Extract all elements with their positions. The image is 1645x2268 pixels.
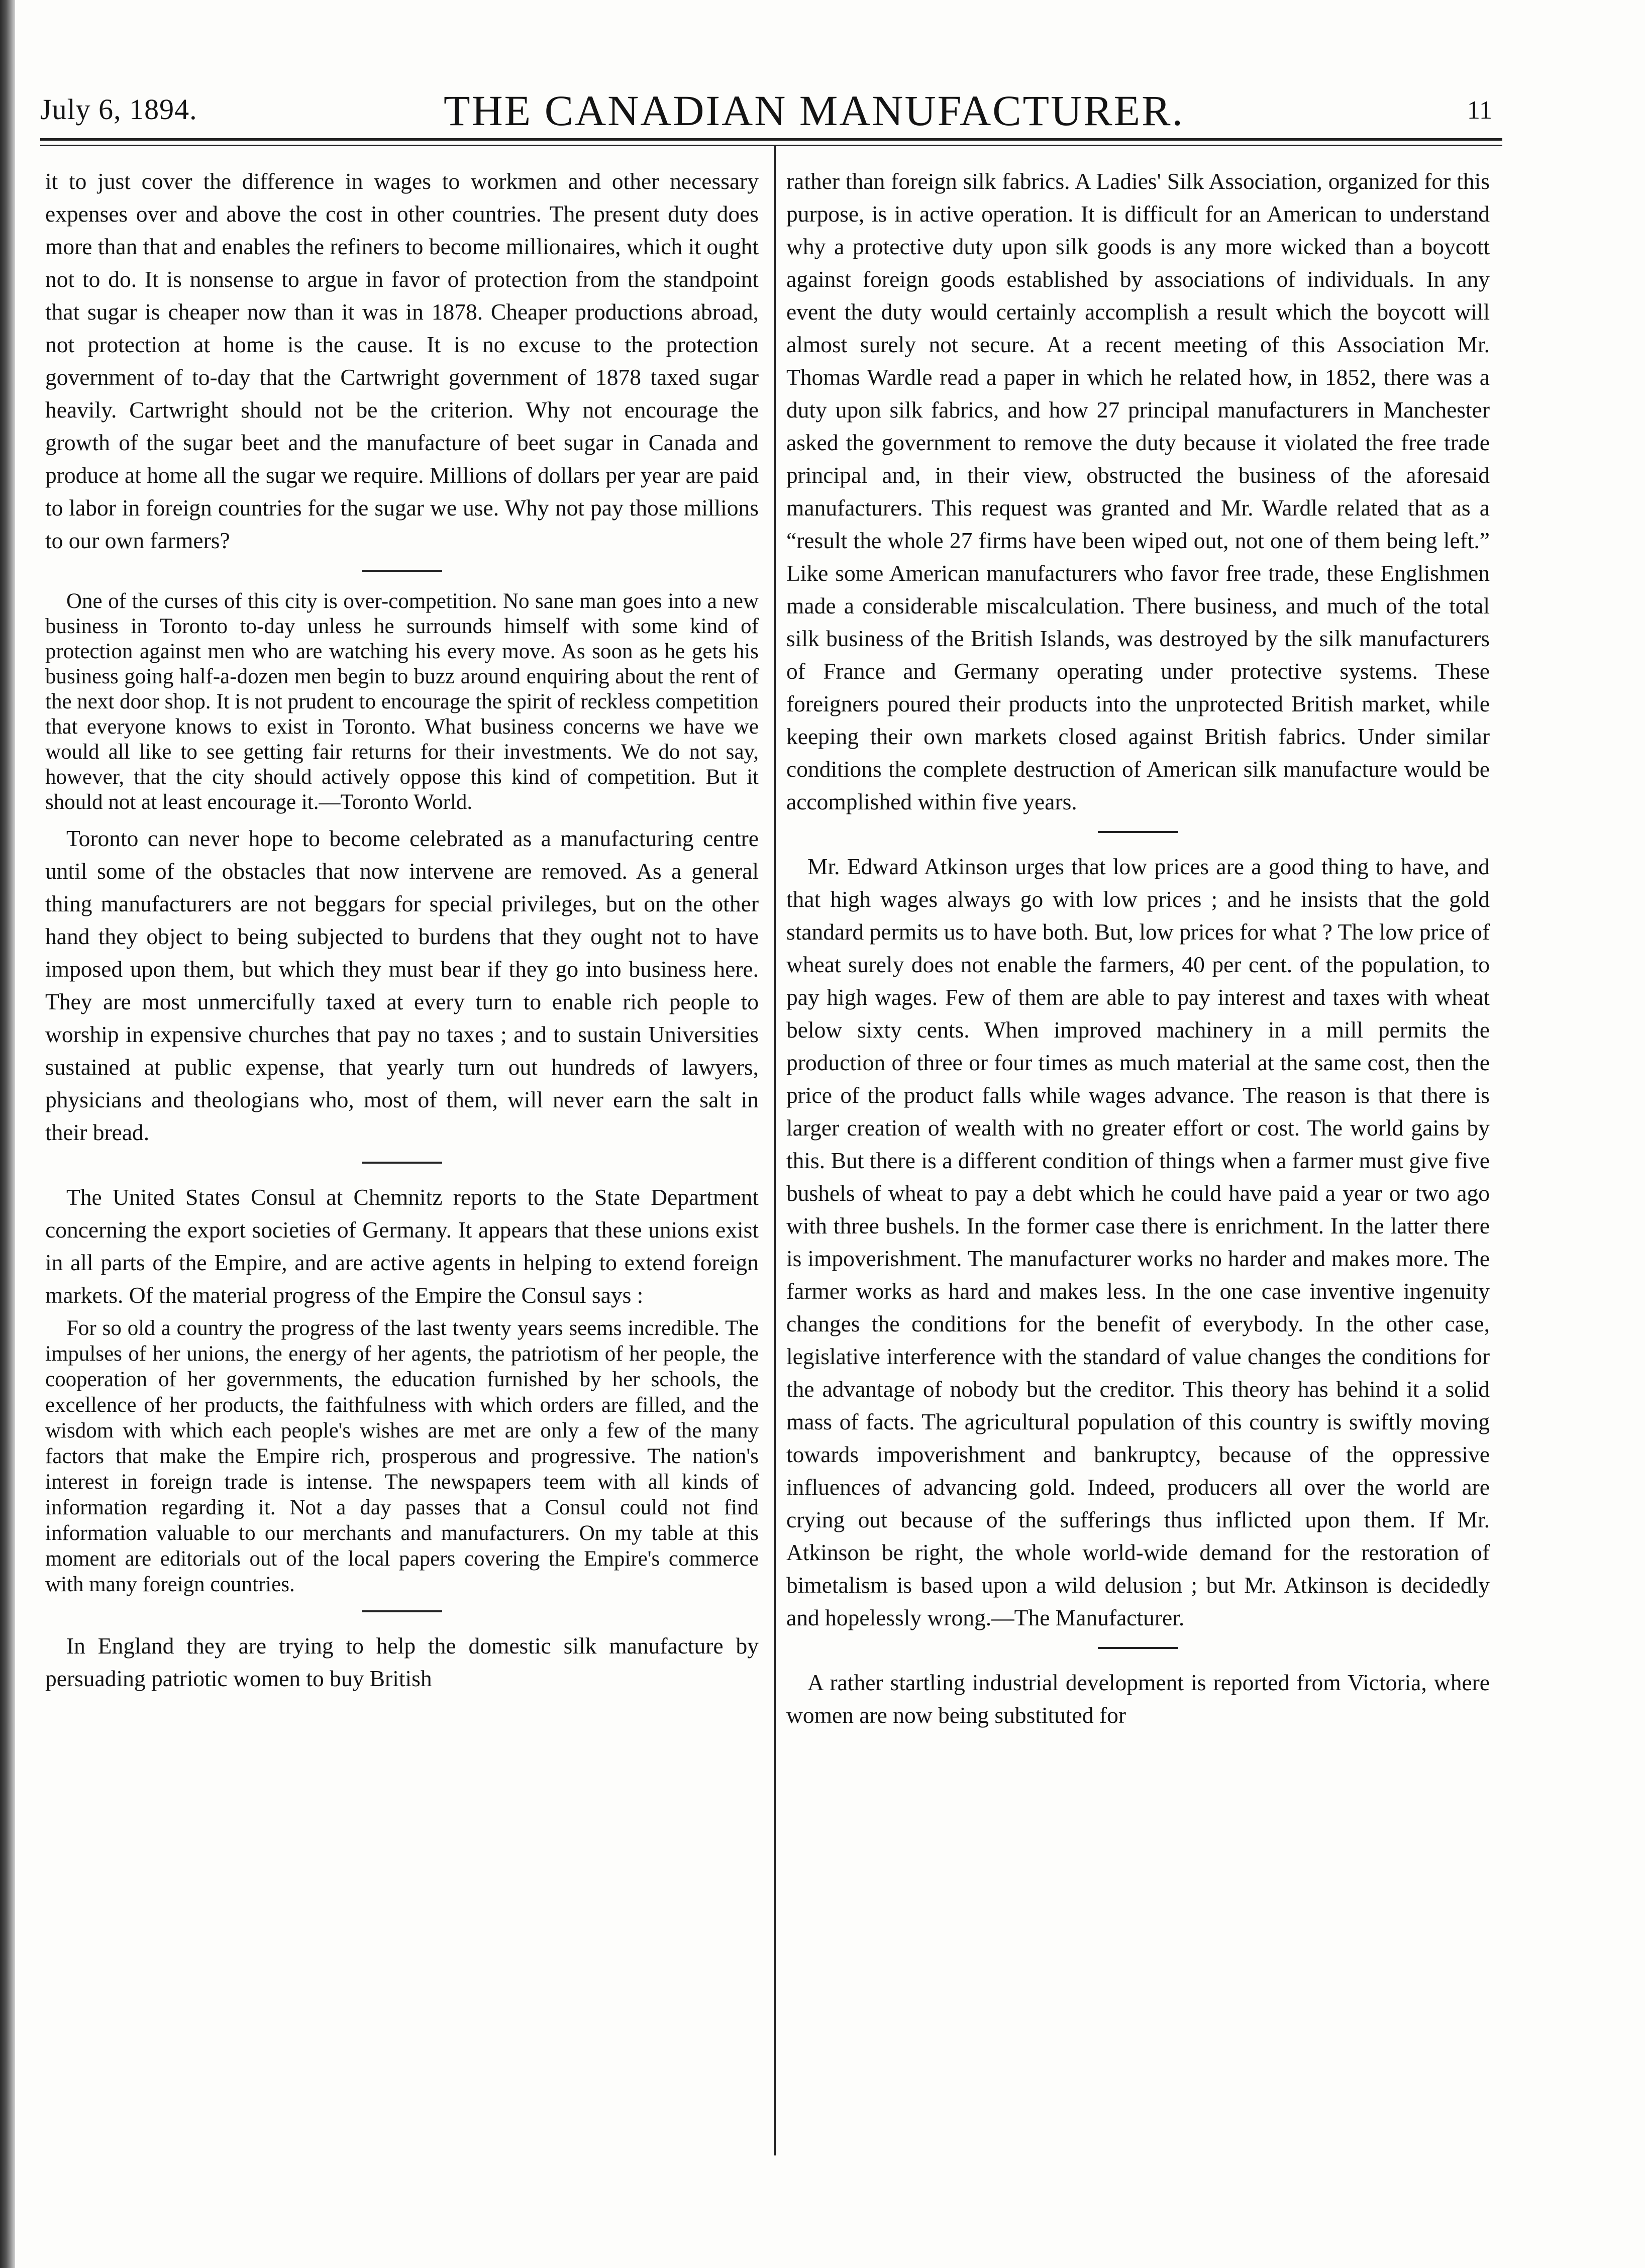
section-separator: [1098, 831, 1178, 833]
consul-quotation: For so old a country the progress of the last twenty years seems incredible. The impulses of her unions, the energy of her agents, the patriotism of her people, the cooperation of her governments, the education furnished by her schools, the excellence of her products, the faithfulness with which orders are filled, and the wisdom with which each people's wishes are met are only a few of the many factors that make the Empire rich, prosperous and progressive. The nation's interest in foreign trade is intense. The newspapers teem with all kinds of information regarding it. Not a day passes that a Consul could not find information valuable to our merchants and manufacturers. On my table at this moment are editorials out of the local papers covering the Empire's commerce with many foreign countries.: [45, 1316, 759, 1596]
left-column: [45, 165, 759, 1695]
issue-date: July 6, 1894.: [40, 93, 197, 126]
section-separator: [362, 570, 442, 572]
article-over-competition: One of the curses of this city is over-competition. No sane man goes into a new business in Toronto to-day unless he surrounds himself with some kind of protection against men who are watching his every move. As soon as he gets his business going half-a-dozen men begin to buzz around enquiring about the rent of the next door shop. It is not prudent to encourage the spirit of reckless competition that everyone knows to exist in Toronto. What business concerns we have we would all like to see getting fair returns for their investments. We do not say, however, that the city should actively oppose this kind of competition. But it should not at least encourage it.—Toronto World.: [45, 589, 759, 814]
article-sugar-duty: it to just cover the difference in wages to workmen and other necessary expenses over and above the cost in other countries. The present duty does more than that and enables the refiners to become millionaires, which it ought not to do. It is nonsense to argue in favor of protection from the standpoint that sugar is cheaper now than it was in 1878. Cheaper productions abroad, not protection at home is the cause. It is no excuse to the protection government of to-day that the Cartwright government of 1878 taxed sugar heavily. Cartwright should not be the criterion. Why not encourage the growth of the sugar beet and the manufacture of beet sugar in Canada and produce at home all the sugar we require. Millions of dollars per year are paid to labor in foreign countries for the sugar we use. Why not pay those millions to our own farmers?: [45, 168, 759, 553]
page-header: [40, 85, 1497, 141]
right-column: [786, 165, 1490, 1731]
page-binding-edge: [0, 0, 15, 2268]
section-separator: [362, 1162, 442, 1164]
section-separator: [362, 1610, 442, 1612]
article-victoria-development: A rather startling industrial development is reported from Victoria, where women are now being substituted for: [786, 1670, 1490, 1728]
article-chemnitz-consul: The United States Consul at Chemnitz reports to the State Department concerning the export societies of Germany. It appears that these unions exist in all parts of the Empire, and are active agents in helping to extend foreign markets. Of the material progress of the Empire the Consul says :: [45, 1184, 759, 1308]
article-atkinson-low-prices: Mr. Edward Atkinson urges that low prices are a good thing to have, and that high wages always go with low prices ; and he insists that the gold standard permits us to have both. But, low prices for what ? The low price of wheat surely does not enable the farmers, 40 per cent. of the population, to pay high wages. Few of them are able to pay interest and taxes with wheat below sixty cents. When improved machinery in a mill permits the production of three or four times as much material at the same cost, then the price of the product falls while wages advance. The reason is that there is larger creation of wealth with no greater effort or cost. The world gains by this. But there is a different condition of things when a farmer must give five bushels of wheat to pay a debt which he could have paid a year or two ago with three bushels. In the former case there is enrichment. In the latter there is impoverishment. The manufacturer works no harder and makes more. The farmer works as hard and makes less. In the one case inventive ingenuity changes the conditions for the benefit of everybody. In the other case, legislative interference with the standard of value changes the conditions for the advantage of nobody but the creditor. This theory has behind it a solid mass of facts. The agricultural population of this country is swiftly moving towards impoverishment and bankruptcy, because of the oppressive influences of advancing gold. Indeed, producers all over the world are crying out because of the sufferings thus inflicted upon them. If Mr. Atkinson be right, the whole world-wide demand for the restoration of bimetalism is based upon a wild delusion ; but Mr. Atkinson is decidedly and hopelessly wrong.—The Manufacturer.: [786, 854, 1490, 1630]
section-separator: [1098, 1647, 1178, 1649]
page-number: 11: [1467, 96, 1492, 125]
article-england-silk: In England they are trying to help the domestic silk manufacture by persuading patriotic women to buy British: [45, 1633, 759, 1691]
header-rule-thin: [40, 145, 1502, 146]
column-divider: [774, 146, 776, 2155]
article-silk-association: rather than foreign silk fabrics. A Ladies' Silk Association, organized for this purpose, is in active operation. It is difficult for an American to understand why a protective duty upon silk goods is any more wicked than a boycott against foreign goods established by associations of individuals. In any event the duty would certainly accomplish a result which the boycott will almost surely not secure. At a recent meeting of this Association Mr. Thomas Wardle read a paper in which he related how, in 1852, there was a duty upon silk fabrics, and how 27 principal manufacturers in Manchester asked the government to remove the duty because it violated the free trade principal and, in their view, obstructed the business of the aforesaid manufacturers. This request was granted and Mr. Wardle related that as a “result the whole 27 firms have been wiped out, not one of them being left.” Like some American manufacturers who favor free trade, these Englishmen made a considerable miscalculation. There business, and much of the total silk business of the British Islands, was destroyed by the silk manufacturers of France and Germany operating under protective systems. These foreigners poured their products into the unprotected British market, while keeping their own markets closed against British fabrics. Under similar conditions the complete destruction of American silk manufacture would be accomplished within five years.: [786, 168, 1490, 814]
article-toronto-manufacturing: Toronto can never hope to become celebrated as a manufacturing centre until some of the obstacles that now intervene are removed. As a general thing manufacturers are not beggars for special privileges, but on the other hand they object to being subjected to burdens that they ought not to have imposed upon them, but which they must bear if they go into business here. They are most unmercifully taxed at every turn to enable rich people to worship in expensive churches that pay no taxes ; and to sustain Universities sustained at public expense, that yearly turn out hundreds of lawyers, physicians and theologians who, most of them, will never earn the salt in their bread.: [45, 826, 759, 1145]
header-rule: [40, 138, 1502, 141]
publication-title: THE CANADIAN MANUFACTURER.: [444, 86, 1184, 135]
